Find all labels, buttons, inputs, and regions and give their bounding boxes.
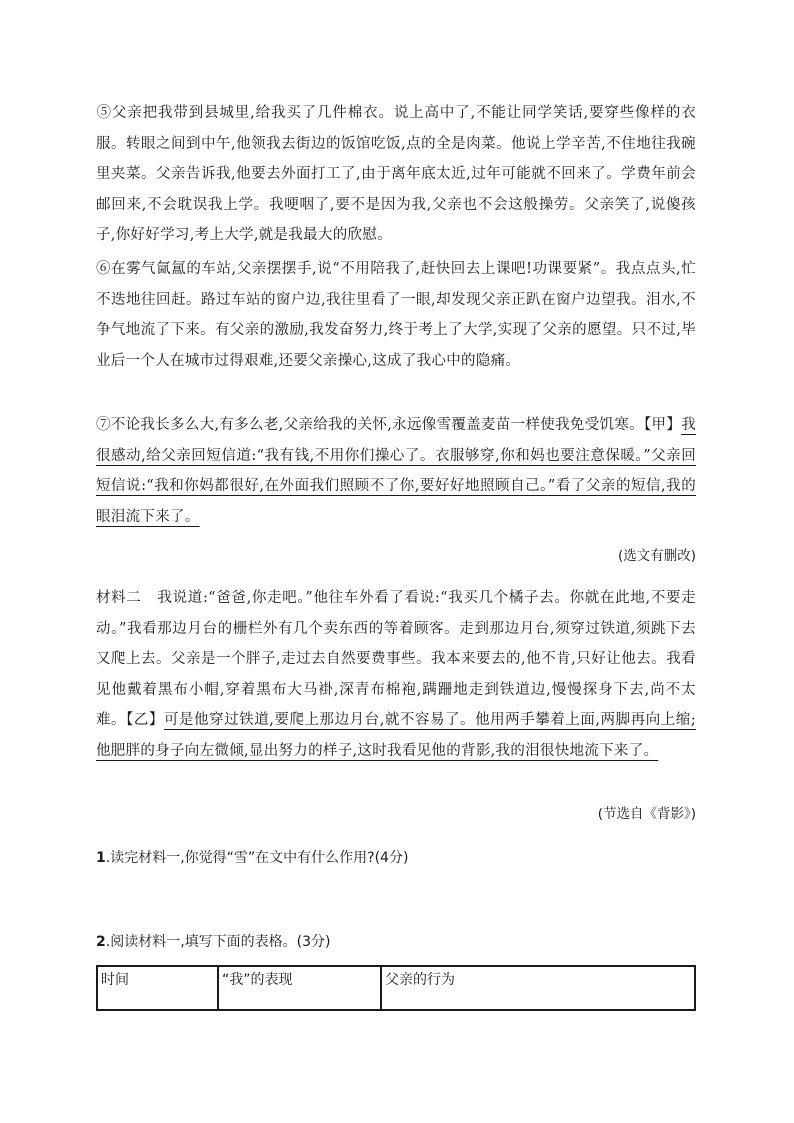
paragraph-7-underlined: 我很感动,给父亲回短信道:“我有钱,不用你们操心了。衣服够穿,你和妈也要注意保暖。”父亲回短信说:“我和你妈都很好,在外面我们照顾不了你,要好好地照顾自己。”看了父亲的短信,我的眼泪流下来了。	[96, 417, 696, 525]
question-2	[96, 931, 330, 951]
table-header-row	[97, 966, 695, 1010]
paragraph-6	[96, 254, 696, 376]
material-two	[96, 583, 696, 766]
material-two-label: 材料二	[96, 590, 142, 606]
question-1	[96, 847, 408, 867]
paragraph-5	[96, 98, 696, 251]
material-two-underlined: 可是他穿过铁道,要爬上那边月台,就不容易了。他用两手攀着上面,两脚再向上缩;他肥胖的身子向左微倾,显出努力的样子,这时我看见他的背影,我的泪很快地流下来了。	[96, 712, 697, 759]
paragraph-7	[96, 410, 696, 532]
paragraph-7-lead: ⑦不论我长多么大,有多么老,父亲给我的关怀,永远像雪覆盖麦苗一样使我免受饥寒。【甲】	[96, 417, 682, 433]
paragraph-5-text: ⑤父亲把我带到县城里,给我买了几件棉衣。说上高中了,不能让同学笑话,要穿些像样的衣服。转眼之间到中午,他领我去街边的饭馆吃饭,点的全是肉菜。他说上学辛苦,不住地往我碗里夹菜。父亲告诉我,他要去外面打工了,由于离年底太近,过年可能就不回来了。学费年前会邮回来,不会耽误我上学。我哽咽了,要不是因为我,父亲也不会这般操劳。父亲笑了,说傻孩子,你好好学习,考上大学,就是我最大的欣慰。	[96, 105, 696, 243]
table-header-my-behavior: “我”的表现	[218, 966, 381, 1010]
question-1-number: 1	[96, 850, 106, 866]
answer-table	[96, 965, 696, 1011]
source-note-1: (选文有删改)	[617, 548, 696, 564]
table-header-time: 时间	[97, 966, 218, 1010]
paragraph-6-text: ⑥在雾气氤氲的车站,父亲摆摆手,说“不用陪我了,赶快回去上课吧!功课要紧”。我点点头,忙不迭地往回赶。路过车站的窗户边,我往里看了一眼,却发现父亲正趴在窗户边望我。泪水,不争气地流了下来。有父亲的激励,我发奋努力,终于考上了大学,实现了父亲的愿望。只不过,毕业后一个人在城市过得艰难,还要父亲操心,这成了我心中的隐痛。	[96, 261, 696, 369]
question-2-text: .阅读材料一,填写下面的表格。(3分)	[105, 934, 331, 950]
material-two-lead: 我说道:“爸爸,你走吧。”他往车外看了看说:“我买几个橘子去。你就在此地,不要走动。”我看那边月台的栅栏外有几个卖东西的等着顾客。走到那边月台,须穿过铁道,须跳下去又爬上去。父亲是一个胖子,走过去自然要费事些。我本来要去的,他不肯,只好让他去。我看见他戴着黑布小帽,穿着黑布大马褂,深青布棉袍,蹒跚地走到铁道边,慢慢探身下去,尚不太难。【乙】	[96, 590, 696, 728]
question-1-text: .读完材料一,你觉得“雪”在文中有什么作用?(4分)	[105, 850, 409, 866]
table-header-father-action: 父亲的行为	[381, 966, 695, 1010]
question-2-number: 2	[96, 934, 106, 950]
source-note-2: (节选自《背影》)	[597, 806, 696, 822]
